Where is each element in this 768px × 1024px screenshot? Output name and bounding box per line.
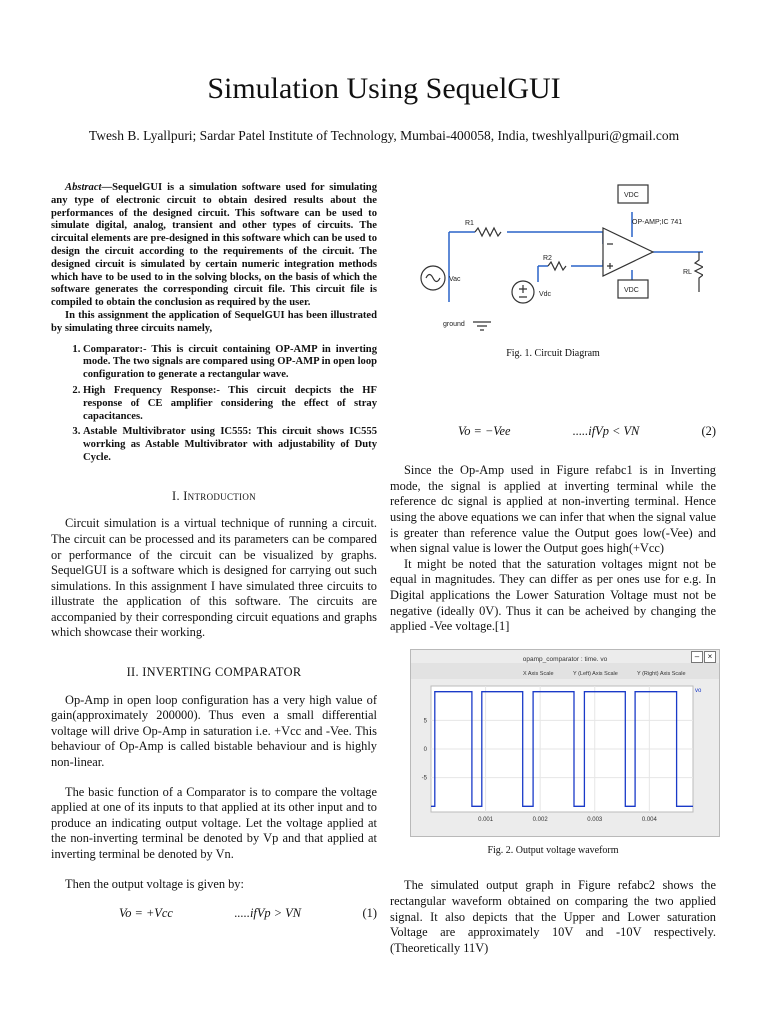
introduction-text: Circuit simulation is a virtual technique of running a circuit. The circuit can be processed and its parameters can be compared or performance of the circuit can be visualized by graphs. SequelGUI is a software which is designed for carrying out such simulations. In this assignment I have simulated three circuits to illustrate the application of this software. The circuits are accompanied by their corresponding circuit equations and graphs which showcase their working. (51, 516, 377, 640)
abstract (51, 182, 377, 336)
y-tick-label: 0 (423, 746, 427, 753)
ground-icon (473, 322, 491, 330)
equation-2 (390, 424, 716, 440)
right-column (390, 182, 716, 956)
equation-2-number: (2) (701, 423, 716, 438)
comparator-paragraph-1: Op-Amp in open loop configuration has a very high value of gain(approximately 200000). Thus even a small differential voltage will drive Op-Amp in saturation i.e. +Vcc and -Vee. This behaviour of Op-Amp is called bistable behaviour and is highly non-linear. (51, 692, 377, 770)
list-item: 2. High Frequency Response:- This circuit decpicts the HF response of CE amplifier considering the effect of stray capacitances. (83, 385, 377, 423)
minimize-button[interactable]: – (691, 651, 703, 663)
x-tick-label: 0.002 (532, 816, 548, 823)
abstract-label: Abstract (65, 182, 102, 193)
vac-label: Vac (449, 276, 461, 283)
y-tick-label: 5 (423, 718, 427, 725)
plot-window-title: opamp_comparator : time. vo (522, 655, 608, 663)
author-line: Twesh B. Lyallpuri; Sardar Patel Institute of Technology, Mumbai-400058, India, tweshlyallpuri@gmail.com (88, 128, 680, 143)
y-left-axis-scale-menu[interactable]: Y (Left) Axis Scale (573, 670, 618, 677)
resistor-r1-icon (475, 228, 501, 236)
right-paragraph-1: Since the Op-Amp used in Figure refabc1 is in Inverting mode, the signal is applied at inverting terminal while the reference dc signal is applied at non-inverting terminal. Hence using the above equations we can infer that when the signal value is greater than reference value the Output goes low(-Vee) and when signal value is lower the Output goes high(+Vcc) (390, 463, 716, 556)
circuit-list (51, 344, 377, 465)
r2-label: R2 (543, 255, 552, 262)
x-tick-label: 0.004 (641, 816, 657, 823)
paper-title: Simulation Using SequelGUI (207, 72, 561, 105)
circuit-diagram (403, 182, 703, 340)
list-item: 3. Astable Multivibrator using IC555: This circuit shows IC555 worrking as Astable Multivibrator with adjustability of Duty Cycle. (83, 426, 377, 464)
opamp-label: OP-AMP;IC 741 (632, 219, 683, 226)
vdc-bottom-label: VDC (624, 287, 639, 294)
right-paragraph-3: The simulated output graph in Figure refabc2 shows the rectangular waveform obtained on comparing the two applied signal. It also depicts that the Upper and Lower saturation Voltage are approximately 10V and -10V respectively. (Theoretically 11V) (390, 878, 716, 955)
right-paragraph-2: It might be noted that the saturation voltages mignt not be equal in magnitudes. They can differ as per ones use for e.g. In Digital applications the Lower Saturation Voltage must not be negative (ideally 0V). Thus it can be acheived by changing the applied -Vee voltage.[1] (390, 556, 716, 634)
resistor-rl-icon (695, 252, 703, 292)
section-heading-introduction: I. Introduction (172, 488, 256, 503)
y-right-axis-scale-menu[interactable]: Y (Right) Axis Scale (637, 670, 686, 677)
left-column (51, 182, 377, 936)
r1-label: R1 (465, 220, 474, 227)
figure-2-caption: Fig. 2. Output voltage waveform (487, 844, 619, 856)
equation-1-condition: .....ifVp > VN (234, 906, 301, 921)
list-item: 1. Comparator:- This is circuit containing OP-AMP in inverting mode. The two signals are compared using OP-AMP in open loop configuration to generate a rectangular wave. (83, 344, 377, 382)
resistor-r2-icon (548, 262, 566, 270)
figure-1-caption: Fig. 1. Circuit Diagram (506, 348, 600, 359)
equation-2-lhs: Vo = −Vee (458, 423, 511, 438)
equation-1-number: (1) (362, 906, 377, 921)
x-tick-label: 0.003 (587, 816, 603, 823)
equation-2-condition: .....ifVp < VN (572, 423, 640, 438)
ground-label: ground (443, 321, 465, 328)
legend-vo: vo (695, 687, 702, 694)
section-heading-comparator: II. INVERTING COMPARATOR (126, 665, 302, 680)
close-icon[interactable]: × (704, 651, 716, 663)
x-tick-label: 0.001 (478, 816, 494, 823)
plot-toolbar (411, 663, 719, 679)
plot-window (410, 649, 720, 837)
comparator-paragraph-3: Then the output voltage is given by: (65, 876, 244, 891)
assignment-intro: In this assignment the application of SequelGUI has been illustrated by simulating three circuits namely, (51, 309, 377, 334)
equation-1 (51, 906, 377, 922)
y-tick-label: -5 (421, 775, 427, 782)
vdc-source-label: Vdc (539, 291, 552, 298)
equation-1-lhs: Vo = +Vcc (119, 906, 173, 921)
output-waveform-chart (411, 680, 719, 836)
abstract-text: —SequelGUI is a simulation software used for simulating any type of electronic circuit to obtain desired results about the performances of the designed circuit. This software can be used to simulate digital, analog, transient and other types of circuits. The circuital elements are pre-designed in this software which can be used to design the circuit according to the requirements of the circuit. The designed circuit is simulated by certain numeric integration methods which have to be used to in the solving blocks, on the basis of which the software generates the corresponding circuit file. This circuit file is compiled to obtain the conclusion as required by the user. (51, 182, 377, 309)
comparator-paragraph-2: The basic function of a Comparator is to compare the voltage applied at one of its inputs to that applied at its other input and to produce an indicating output voltage. Let the voltage applied at the non-inverting terminal be denoted by Vp and that applied at inverting terminal be denoted by Vn. (51, 784, 377, 862)
vdc-top-label: VDC (624, 192, 639, 199)
rl-label: RL (683, 269, 692, 276)
x-axis-scale-menu[interactable]: X Axis Scale (523, 670, 554, 677)
